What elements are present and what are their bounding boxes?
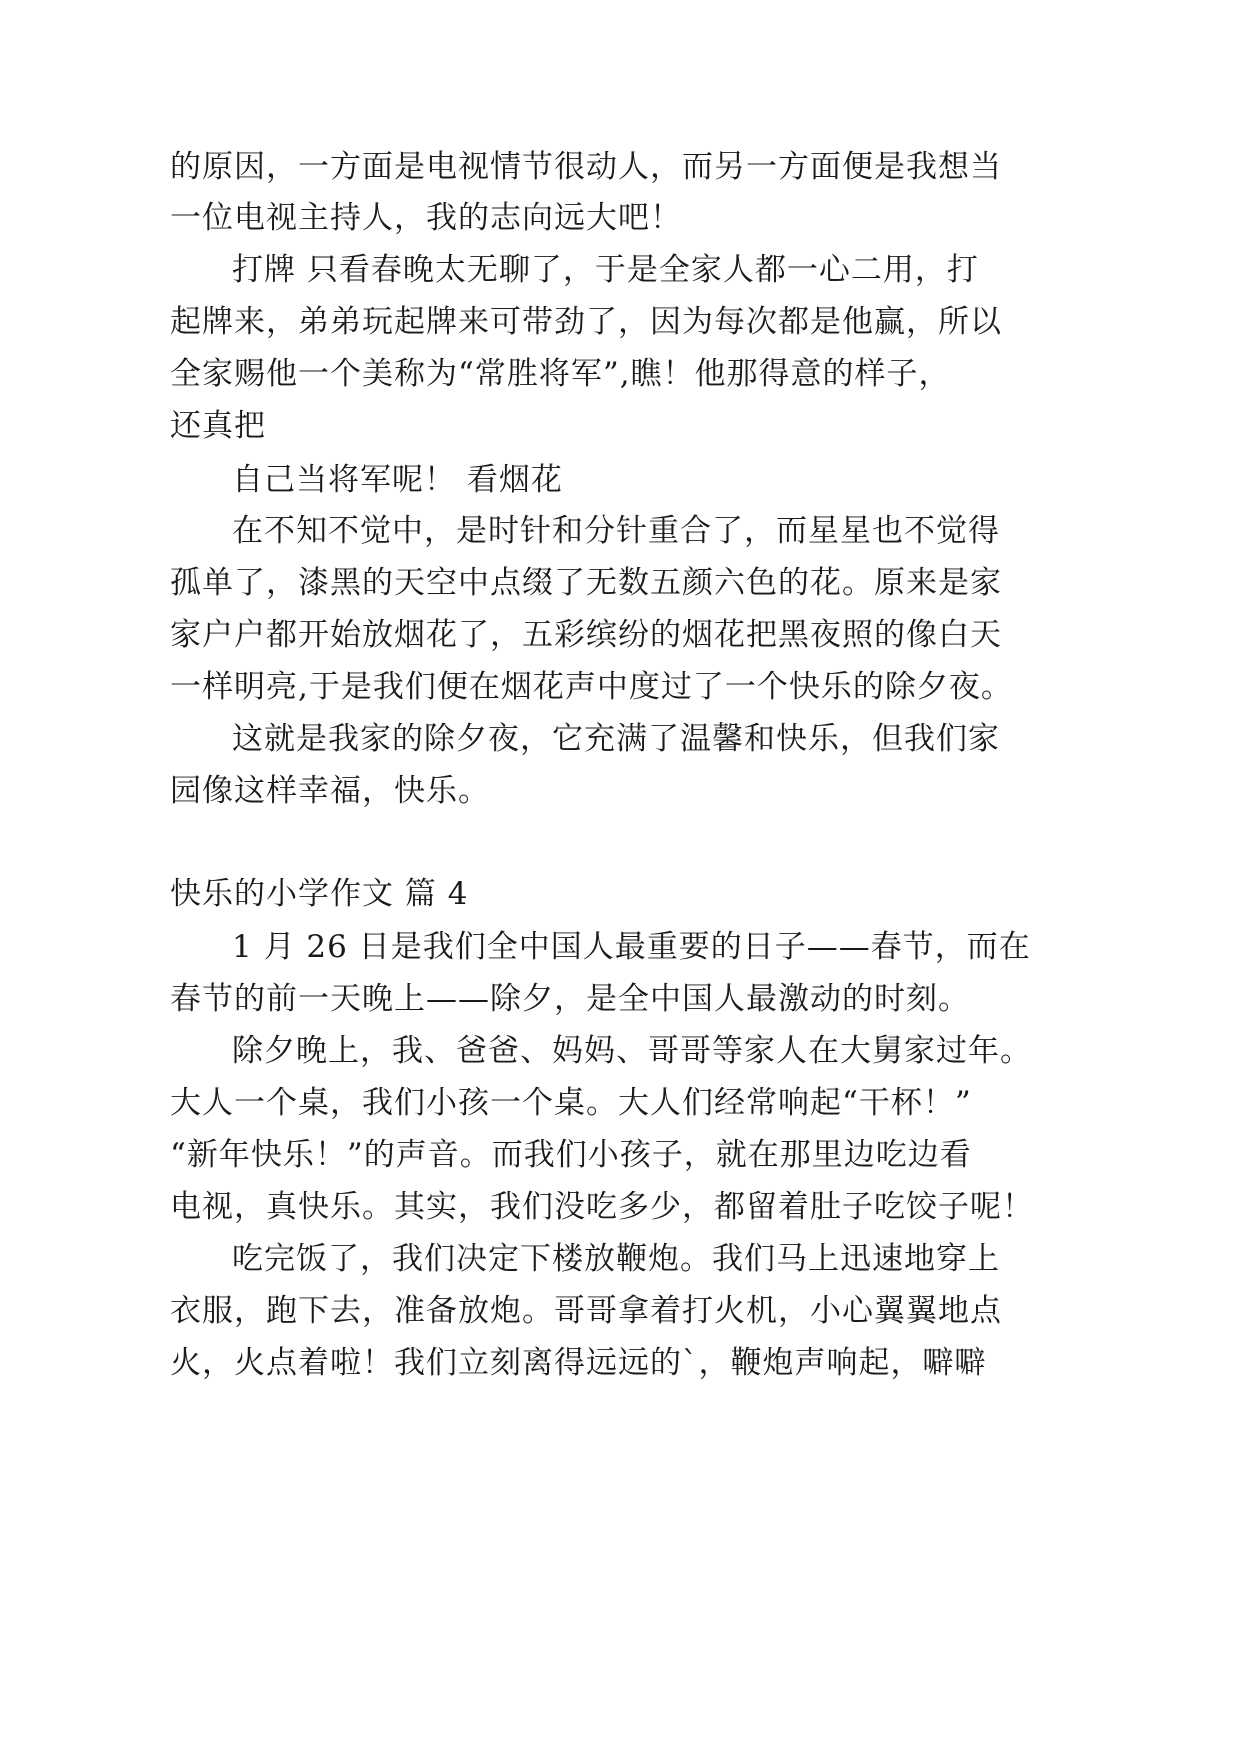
text-line: 一位电视主持人，我的志向远大吧！ [170,200,682,236]
text-line: 孤单了，漆黑的天空中点缀了无数五颜六色的花。原来是家 [170,565,1002,601]
text-line: 除夕晚上，我、爸爸、妈妈、哥哥等家人在大舅家过年。 [232,1033,1032,1069]
text-line: 春节的前一天晚上——除夕，是全中国人最激动的时刻。 [170,981,970,1017]
text-line: 园像这样幸福，快乐。 [170,773,490,809]
text-line: 衣服，跑下去，准备放炮。哥哥拿着打火机，小心翼翼地点 [170,1293,1002,1329]
text-line: 一样明亮,于是我们便在烟花声中度过了一个快乐的除夕夜。 [170,669,1013,705]
section-heading: 快乐的小学作文 篇 4 [170,876,469,912]
text-line: 火，火点着啦！我们立刻离得远远的`，鞭炮声响起，噼噼 [170,1345,987,1381]
text-line: 吃完饭了，我们决定下楼放鞭炮。我们马上迅速地穿上 [232,1241,1000,1277]
text-line: 在不知不觉中，是时针和分针重合了，而星星也不觉得 [232,513,1000,549]
text-line: 的原因，一方面是电视情节很动人，而另一方面便是我想当 [170,149,1002,185]
text-line: 大人一个桌，我们小孩一个桌。大人们经常响起“干杯！” [170,1085,972,1121]
text-line: 打牌 只看春晚太无聊了，于是全家人都一心二用，打 [232,252,979,288]
text-line: 1 月 26 日是我们全中国人最重要的日子——春节，而在 [232,929,1031,965]
text-line: 家户户都开始放烟花了，五彩缤纷的烟花把黑夜照的像白天 [170,617,1002,653]
text-line: 自己当将军呢！ 看烟花 [232,462,563,498]
text-line: 还真把 [170,408,266,444]
text-line: “新年快乐！”的声音。而我们小孩子，就在那里边吃边看 [170,1137,972,1173]
text-line: 全家赐他一个美称为“常胜将军”,瞧！他那得意的样子， [170,356,951,392]
text-line: 起牌来，弟弟玩起牌来可带劲了，因为每次都是他赢，所以 [170,304,1002,340]
text-line: 这就是我家的除夕夜，它充满了温馨和快乐，但我们家 [232,721,1000,757]
text-line: 电视，真快乐。其实，我们没吃多少，都留着肚子吃饺子呢！ [170,1189,1034,1225]
